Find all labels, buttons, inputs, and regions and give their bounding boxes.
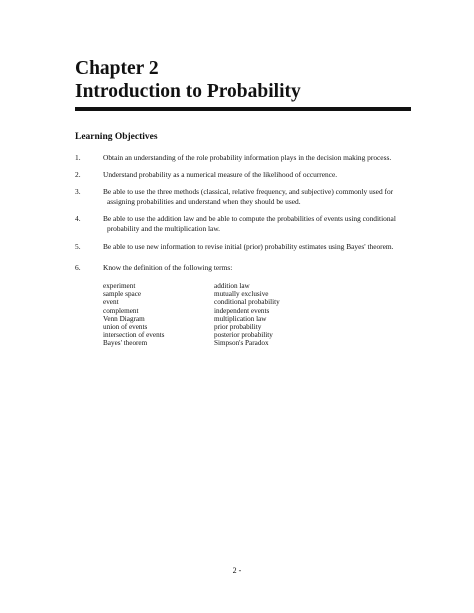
objective-text-line: Be able to use new information to revise initial (prior) probability estimates using Bayes' theorem. <box>103 242 394 251</box>
page-number: 2 - <box>232 566 242 575</box>
objective-number: 6. <box>75 263 81 272</box>
term-item: multiplication law <box>214 314 267 323</box>
objective-text <box>103 242 415 252</box>
objective-number: 1. <box>75 153 81 162</box>
terms-column-left <box>103 282 164 348</box>
term-item: mutually exclusive <box>214 290 269 299</box>
title-divider <box>75 107 411 111</box>
term-item: posterior probability <box>214 331 273 340</box>
objective-text-line: Be able to use the three methods (classical, relative frequency, and subjective) commonly used for <box>103 187 394 196</box>
objective-text-line: Obtain an understanding of the role probability information plays in the decision making process. <box>103 153 392 162</box>
learning-objectives-heading: Learning Objectives <box>75 132 158 142</box>
term-item: intersection of events <box>103 331 165 340</box>
term-item: union of events <box>103 323 148 332</box>
term-item: sample space <box>103 290 142 299</box>
term-item: experiment <box>103 282 136 290</box>
objective-text-line: Understand probability as a numerical measure of the likelihood of occurrence. <box>103 170 338 179</box>
objective-text <box>103 170 415 180</box>
objective-text <box>103 153 415 163</box>
objective-text-line: Know the definition of the following terms: <box>103 263 233 272</box>
term-item: prior probability <box>214 323 262 332</box>
term-item: event <box>103 298 119 307</box>
term-item: Venn Diagram <box>103 314 145 323</box>
objective-text-continuation: assigning probabilities and understand when they should be used. <box>107 196 301 206</box>
term-item: conditional probability <box>214 298 280 307</box>
objective-number: 5. <box>75 242 81 251</box>
chapter-title <box>75 57 301 103</box>
objective-text <box>103 187 415 206</box>
term-item: independent events <box>214 306 270 315</box>
objective-number: 4. <box>75 214 81 223</box>
term-item: Bayes' theorem <box>103 339 148 348</box>
objective-text <box>103 214 415 233</box>
objective-number: 3. <box>75 187 81 196</box>
term-item: addition law <box>214 282 250 290</box>
chapter-name: Introduction to Probability <box>75 81 301 102</box>
terms-column-right <box>214 282 280 348</box>
objective-text-continuation: probability and the multiplication law. <box>107 223 221 233</box>
objective-text-line: Be able to use the addition law and be able to compute the probabilities of events using conditional <box>103 214 396 223</box>
objective-text <box>103 263 415 273</box>
term-item: Simpson's Paradox <box>214 339 269 348</box>
chapter-number: Chapter 2 <box>75 58 159 79</box>
term-item: complement <box>103 306 139 315</box>
objective-number: 2. <box>75 170 81 179</box>
